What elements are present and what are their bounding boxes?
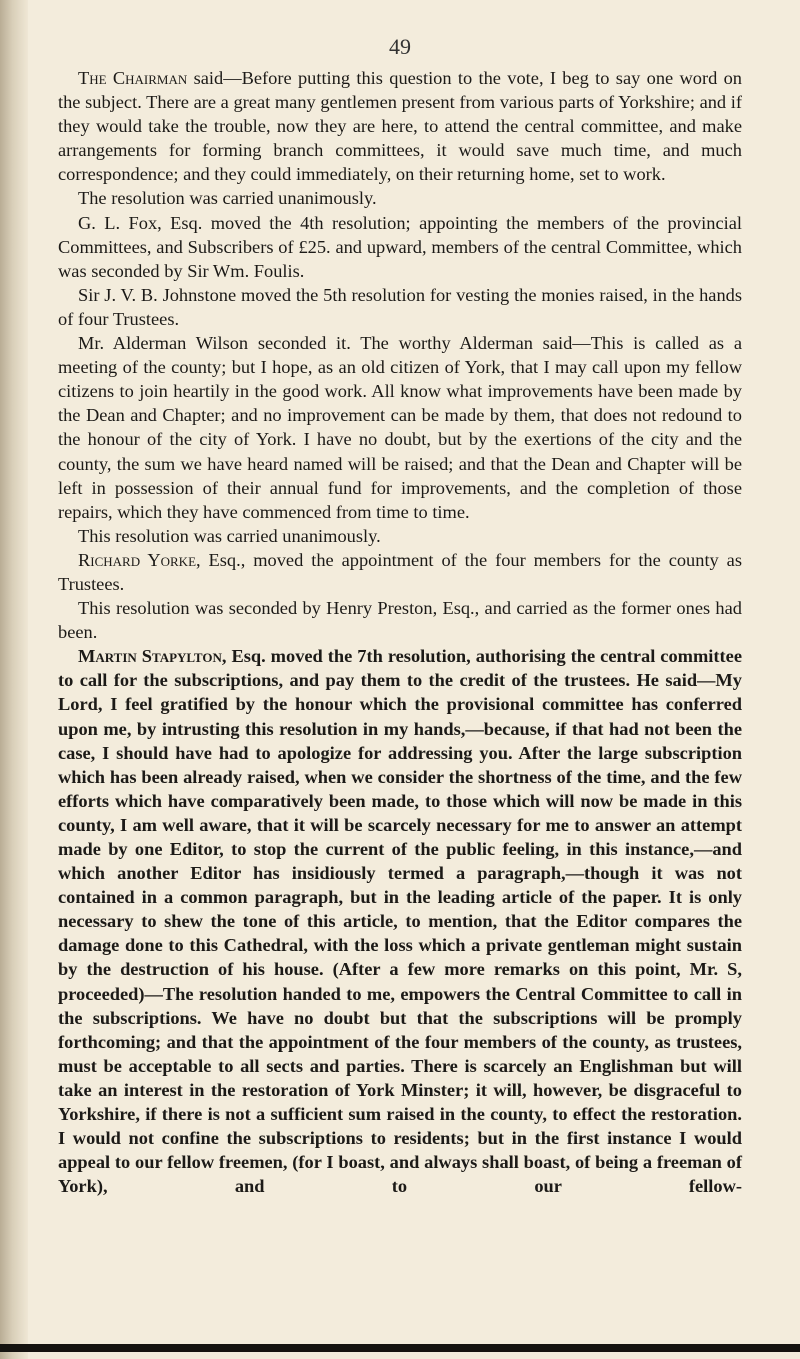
paragraph-text: G. L. Fox, Esq. moved the 4th resolution; appointing the members of the provincial Committees, and Subscribers of £25. and upward, members of the central Committee, which was seconded by Sir Wm. Foulis.	[58, 212, 742, 281]
paragraph-text: This resolution was carried unanimously.	[78, 525, 381, 546]
paragraph-fox	[58, 211, 742, 283]
paragraph-text: , Esq., moved the appointment of the four members for the county as Trustees.	[58, 549, 742, 594]
paragraph-preston	[58, 596, 742, 644]
paragraph-stapylton	[58, 644, 742, 1198]
paragraph-text: Mr. Alderman Wilson seconded it. The worthy Alderman said—This is called as a meeting of the county; but I hope, as an old citizen of York, that I may call upon my fellow citizens to join heartily in the good work. All know what improvements have been made by the Dean and Chapter; and no improvement can be made by them, that does not redound to the honour of the city of York. I have no doubt, but by the exertions of the city and the county, the sum we have heard named will be raised; and that the Dean and Chapter will be left in possession of their annual fund for improvements, and the completion of those repairs, which they have commenced from time to time.	[58, 333, 742, 522]
paragraph-text: said—Before putting this question to the vote, I beg to say one word on the subject. There are a great many gentlemen present from various parts of Yorkshire; and if they would take the trouble, now they are here, to attend the central committee, and make arrangements for forming branch committees, it would save much time, and much correspondence; and they could immediately, on their returning home, set to work.	[58, 68, 742, 185]
speaker-name: Martin Stapylton	[78, 646, 222, 667]
speaker-name: Richard Yorke	[78, 549, 197, 570]
paragraph-carried-2	[58, 524, 742, 548]
paragraph-yorke	[58, 548, 742, 596]
paragraph-wilson	[58, 331, 742, 524]
paragraph-text: , Esq. moved the 7th resolution, authorising the central committee to call for the subscriptions, and pay them to the credit of the trustees. He said—My Lord, I feel gratified by the honour which the provisional committee has conferred upon me, by intrusting this resolution in my hands,—because, if that had not been the case, I should have had to apologize for addressing you. After the large subscription which has been already raised, when we consider the shortness of the time, and the few efforts which have comparatively been made, to those which will now be made in this county, I am well aware, that it will be scarcely necessary for me to answer an attempt made by one Editor, to stop the current of the public feeling, in this instance,—and which another Editor has insidiously termed a paragraph,—though it was not contained in a common paragraph, but in the leading article of the paper. It is only necessary to shew the tone of this article, to mention, that the Editor compares the damage done to this Cathedral, with the loss which a private gentleman might sustain by the destruction of his house. (After a few more remarks on this point, Mr. S, proceeded)—The resolution handed to me, empowers the Central Committee to call in the subscriptions. We have no doubt but that the subscriptions will be promply forthcoming; and that the appointment of the four members of the county, as trustees, must be acceptable to all sects and parties. There is scarcely an Englishman but will take an interest in the restoration of York Minster; it will, however, be disgraceful to Yorkshire, if there is not a sufficient sum raised in the county, to effect the restoration. I would not confine the subscriptions to residents; but in the first instance I would appeal to our fellow freemen, (for I boast, and always shall boast, of being a freeman of York), and to our fellow-	[58, 646, 742, 1197]
speaker-name: The Chairman	[78, 68, 188, 88]
page-number: 49	[389, 34, 411, 59]
paragraph-text: This resolution was seconded by Henry Preston, Esq., and carried as the former ones had been.	[58, 598, 742, 643]
paragraph-chairman	[58, 66, 742, 186]
bottom-rule	[0, 1344, 800, 1352]
paragraph-text: The resolution was carried unanimously.	[78, 188, 377, 209]
paragraph-johnstone	[58, 283, 742, 331]
paragraph-text: Sir J. V. B. Johnstone moved the 5th resolution for vesting the monies raised, in the hands of four Trustees.	[58, 284, 742, 329]
body-text	[58, 66, 742, 1198]
paragraph-carried-1	[58, 186, 742, 210]
binding-shadow	[0, 0, 28, 1359]
